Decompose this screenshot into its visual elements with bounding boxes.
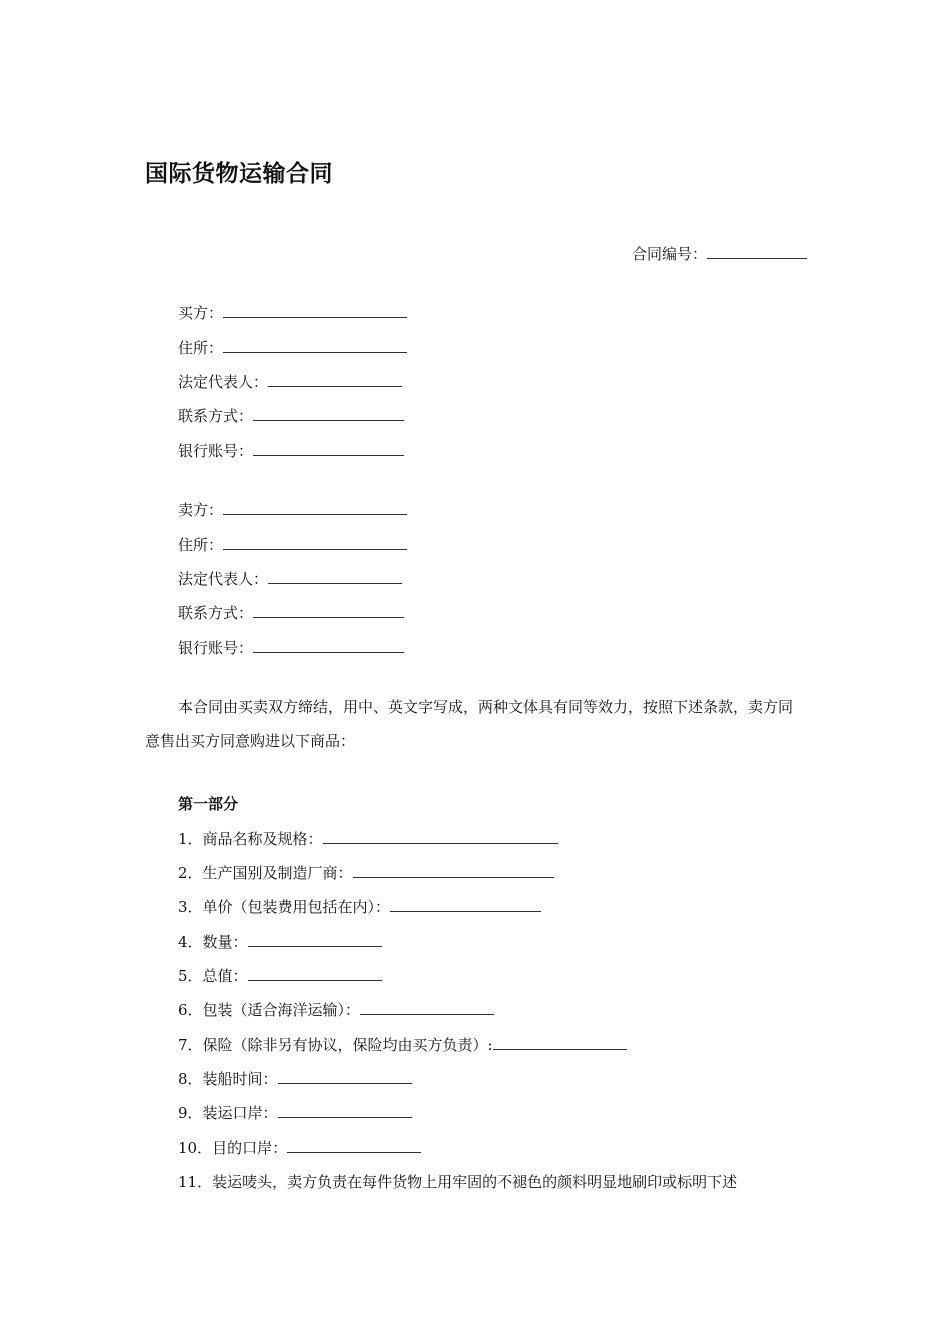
buyer-legal-rep-blank (268, 372, 402, 387)
list-item (178, 863, 554, 883)
item-label: 4．数量： (178, 933, 248, 951)
item-blank (493, 1035, 627, 1050)
seller-legal-rep-label: 法定代表人： (178, 570, 269, 588)
seller-bank-blank (253, 638, 404, 653)
buyer-contact-line (178, 406, 404, 426)
buyer-address-blank (223, 338, 407, 353)
contract-number (632, 243, 807, 264)
item-blank (278, 1069, 412, 1084)
list-item (178, 1103, 412, 1123)
item-blank (390, 897, 541, 912)
item-label: 3．单价（包装费用包括在内）： (178, 898, 391, 916)
buyer-address-line (178, 338, 407, 358)
seller-party-label: 卖方： (178, 501, 224, 519)
seller-address-label: 住所： (178, 536, 224, 554)
buyer-address-label: 住所： (178, 339, 224, 357)
buyer-bank-blank (253, 441, 404, 456)
buyer-contact-label: 联系方式： (178, 407, 254, 425)
item-blank (360, 1000, 494, 1015)
list-item (178, 1035, 627, 1055)
buyer-legal-rep-line (178, 372, 402, 392)
intro-paragraph: 本合同由买卖双方缔结，用中、英文字写成，两种文体具有同等效力，按照下述条款，卖方同意售出买方同意购进以下商品： (145, 698, 794, 750)
seller-contact-blank (253, 603, 404, 618)
list-item (178, 932, 382, 952)
item-blank (323, 829, 558, 844)
seller-legal-rep-line (178, 569, 402, 589)
seller-contact-line (178, 603, 404, 623)
buyer-legal-rep-label: 法定代表人： (178, 373, 269, 391)
item-blank (287, 1138, 421, 1153)
section-heading: 第一部分 (178, 795, 239, 813)
buyer-contact-blank (253, 406, 404, 421)
item-blank (353, 863, 554, 878)
seller-contact-label: 联系方式： (178, 604, 254, 622)
buyer-bank-line (178, 441, 404, 461)
list-item (178, 1069, 412, 1089)
item-label: 11．装运唛头，卖方负责在每件货物上用牢固的不褪色的颜料明显地刷印或标明下述 (178, 1173, 738, 1191)
item-label: 7．保险（除非另有协议，保险均由买方负责）: (178, 1036, 493, 1054)
item-label: 5．总值： (178, 967, 248, 985)
contract-number-blank (707, 244, 807, 259)
seller-address-blank (223, 535, 407, 550)
item-blank (278, 1103, 412, 1118)
list-item (178, 966, 382, 986)
buyer-party-line (178, 303, 407, 323)
item-label: 10．目的口岸： (178, 1139, 288, 1157)
item-label: 1．商品名称及规格： (178, 830, 323, 848)
item-label: 6．包装（适合海洋运输）： (178, 1001, 361, 1019)
contract-number-label: 合同编号： (631, 245, 707, 263)
list-item (178, 1000, 494, 1020)
seller-party-blank (223, 500, 407, 515)
seller-party-line (178, 500, 407, 520)
item-blank (248, 932, 382, 947)
list-item (178, 1138, 421, 1158)
item-label: 8．装船时间： (178, 1070, 278, 1088)
buyer-party-blank (223, 303, 407, 318)
item-label: 2．生产国别及制造厂商： (178, 864, 353, 882)
seller-bank-label: 银行账号： (178, 639, 254, 657)
document-title: 国际货物运输合同 (145, 161, 333, 187)
buyer-party-label: 买方： (178, 304, 224, 322)
seller-legal-rep-blank (268, 569, 402, 584)
list-item (178, 897, 541, 917)
buyer-bank-label: 银行账号： (178, 442, 254, 460)
item-blank (248, 966, 382, 981)
list-item (178, 1172, 737, 1192)
list-item (178, 829, 558, 849)
seller-bank-line (178, 638, 404, 658)
seller-address-line (178, 535, 407, 555)
item-label: 9．装运口岸： (178, 1104, 278, 1122)
